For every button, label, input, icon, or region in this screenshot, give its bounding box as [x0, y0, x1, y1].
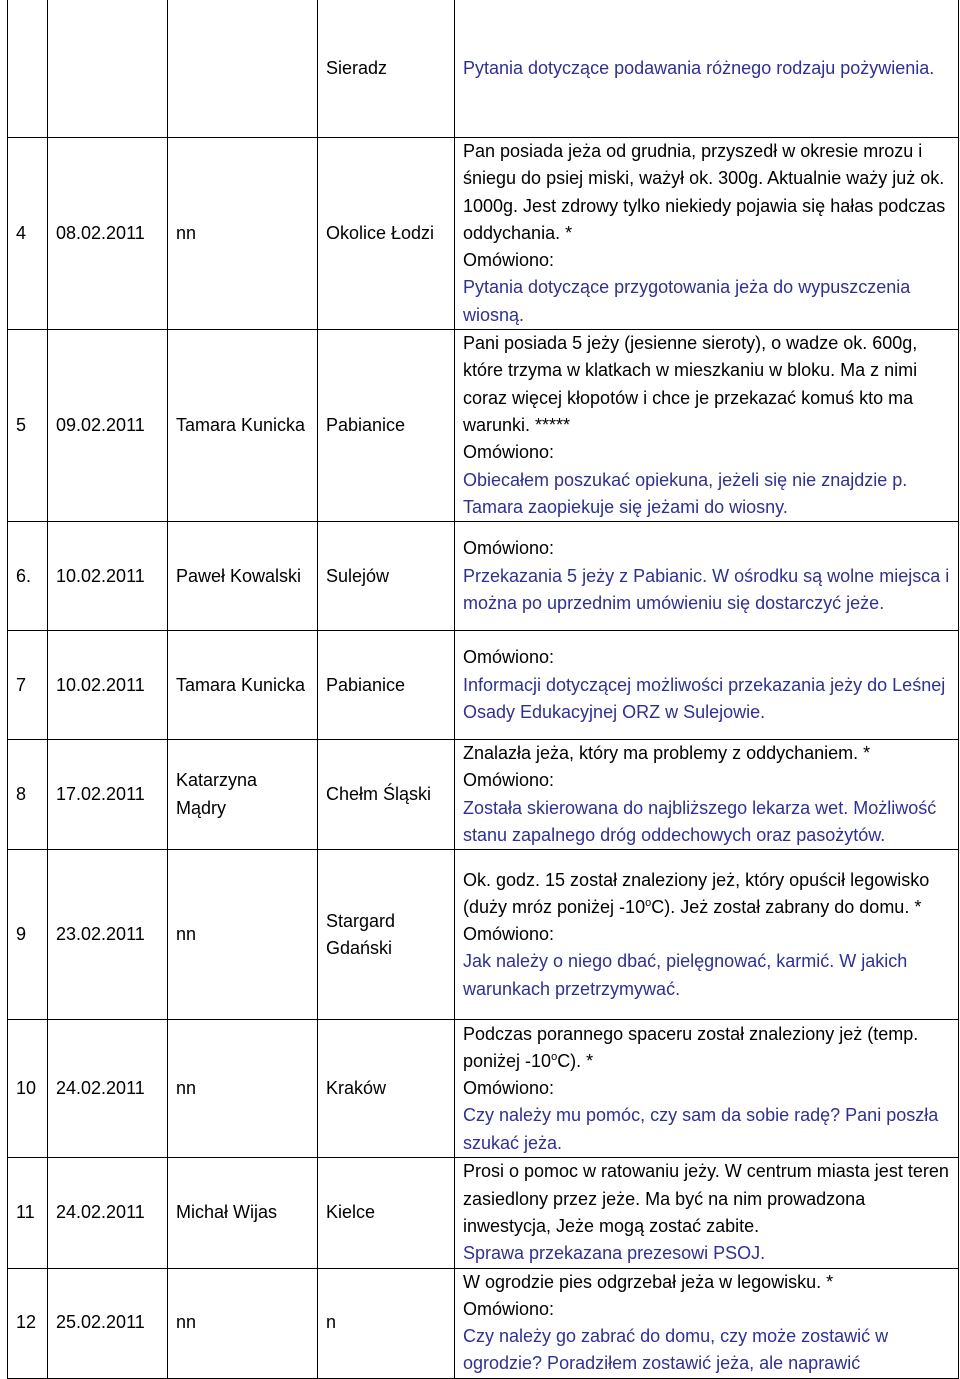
discussed-label: Omówiono:	[463, 1078, 555, 1099]
discussed-label: Omówiono:	[463, 647, 555, 668]
discussed-answer: Sprawa przekazana prezesowi PSOJ.	[463, 1243, 766, 1264]
discussed-answer: Została skierowana do najbliższego lekarza wet. Możliwość stanu zapalnego dróg oddechowych oraz pasożytów.	[463, 797, 937, 846]
table-row	[8, 0, 959, 138]
entry-description	[455, 138, 959, 330]
caller-question: W ogrodzie pies odgrzebał jeża w legowisku. *	[463, 1271, 834, 1292]
caller-location: Sulejów	[318, 522, 455, 631]
caller-name: Tamara Kunicka	[168, 631, 318, 740]
discussed-answer: Obiecałem poszukać opiekuna, jeżeli się nie znajdzie p. Tamara zaopiekuje się jeżami do wiosny.	[463, 469, 908, 517]
discussed-label: Omówiono:	[463, 538, 555, 559]
table-row	[8, 330, 959, 522]
caller-location: Kielce	[318, 1158, 455, 1268]
discussed-label: Omówiono:	[463, 770, 555, 791]
entry-date: 09.02.2011	[48, 330, 168, 522]
discussed-answer: Pytania dotyczące podawania różnego rodzaju pożywienia.	[463, 57, 935, 78]
question-text-continued: C). Jeż został zabrany do domu. *	[651, 896, 922, 917]
caller-question: Prosi o pomoc w ratowaniu jeży. W centrum miasta jest teren zasiedlony przez jeże. Ma być na nim prowadzona inwestycja, Jeże mogą zostać zabite.	[463, 1161, 949, 1236]
caller-name	[168, 0, 318, 138]
call-log-table	[7, 0, 959, 1379]
table-row	[8, 631, 959, 740]
table-row	[8, 1158, 959, 1268]
caller-question	[463, 867, 952, 922]
discussed-label: Omówiono:	[463, 250, 555, 271]
question-text-continued: C). *	[557, 1050, 594, 1071]
entry-number: 10	[8, 1020, 48, 1158]
caller-question	[463, 1021, 952, 1076]
entry-date: 23.02.2011	[48, 850, 168, 1020]
discussed-label: Omówiono:	[463, 924, 555, 945]
entry-number: 7	[8, 631, 48, 740]
entry-number: 11	[8, 1158, 48, 1268]
entry-date: 25.02.2011	[48, 1268, 168, 1378]
entry-description	[455, 1158, 959, 1268]
entry-date: 24.02.2011	[48, 1020, 168, 1158]
caller-question: Pani posiada 5 jeży (jesienne sieroty), o wadze ok. 600g, które trzyma w klatkach w mieszkaniu w bloku. Ma z nimi coraz więcej kłopotów i chce je przekazać komuś kto ma warunki. *****	[463, 333, 918, 435]
table-row	[8, 850, 959, 1020]
table-row	[8, 522, 959, 631]
caller-name: Michał Wijas	[168, 1158, 318, 1268]
entry-description	[455, 1020, 959, 1158]
entry-description	[455, 330, 959, 522]
entry-date: 08.02.2011	[48, 138, 168, 330]
degree-superscript: o	[551, 1050, 558, 1063]
table-row	[8, 1020, 959, 1158]
caller-name: nn	[168, 1020, 318, 1158]
entry-number: 8	[8, 740, 48, 850]
entry-description	[455, 522, 959, 631]
caller-location: Chełm Śląski	[318, 740, 455, 850]
discussed-answer: Jak należy o niego dbać, pielęgnować, karmić. W jakich warunkach przetrzymywać.	[463, 951, 908, 999]
caller-name: Paweł Kowalski	[168, 522, 318, 631]
entry-date: 10.02.2011	[48, 522, 168, 631]
entry-description	[455, 740, 959, 850]
discussed-answer: Przekazania 5 jeży z Pabianic. W ośrodku są wolne miejsca i można po uprzednim umówieniu się dostarczyć jeże.	[463, 565, 950, 613]
entry-date: 10.02.2011	[48, 631, 168, 740]
entry-number: 4	[8, 138, 48, 330]
entry-date: 17.02.2011	[48, 740, 168, 850]
entry-description	[455, 850, 959, 1020]
caller-location: Kraków	[318, 1020, 455, 1158]
discussed-answer: Informacji dotyczącej możliwości przekazania jeży do Leśnej Osady Edukacyjnej ORZ w Sulejowie.	[463, 674, 946, 722]
caller-location: Stargard Gdański	[318, 850, 455, 1020]
caller-location: Okolice Łodzi	[318, 138, 455, 330]
entry-description	[455, 0, 959, 138]
caller-location: Pabianice	[318, 631, 455, 740]
discussed-answer: Pytania dotyczące przygotowania jeża do wypuszczenia wiosną.	[463, 277, 911, 325]
entry-number: 5	[8, 330, 48, 522]
discussed-answer: Czy należy go zabrać do domu, czy może zostawić w ogrodzie? Poradziłem zostawić jeża, ale naprawić	[463, 1326, 889, 1374]
table-row	[8, 1268, 959, 1378]
question-text: Podczas porannego spaceru został znaleziony jeż (temp. poniżej -10	[463, 1023, 919, 1071]
discussed-label: Omówiono:	[463, 442, 555, 463]
entry-date: 24.02.2011	[48, 1158, 168, 1268]
question-text: Ok. godz. 15 został znaleziony jeż, który opuścił legowisko (duży mróz poniżej -10	[463, 869, 930, 917]
entry-number: 6.	[8, 522, 48, 631]
caller-location: n	[318, 1268, 455, 1378]
entry-description	[455, 631, 959, 740]
degree-superscript: o	[645, 896, 652, 909]
discussed-label: Omówiono:	[463, 1298, 555, 1319]
entry-number	[8, 0, 48, 138]
caller-question: Pan posiada jeża od grudnia, przyszedł w okresie mrozu i śniegu do psiej miski, ważył ok. 300g. Aktualnie waży już ok. 1000g. Jest zdrowy tylko niekiedy pojawia się hałas podczas oddychania. *	[463, 141, 946, 243]
entry-number: 12	[8, 1268, 48, 1378]
caller-name: Tamara Kunicka	[168, 330, 318, 522]
table-row	[8, 740, 959, 850]
entry-number: 9	[8, 850, 48, 1020]
caller-question: Znalazła jeża, który ma problemy z oddychaniem. *	[463, 743, 871, 764]
call-log-body	[8, 0, 959, 1378]
caller-location: Pabianice	[318, 330, 455, 522]
entry-date	[48, 0, 168, 138]
caller-name: nn	[168, 138, 318, 330]
entry-description	[455, 1268, 959, 1378]
caller-name: Katarzyna Mądry	[168, 740, 318, 850]
table-row	[8, 138, 959, 330]
discussed-answer: Czy należy mu pomóc, czy sam da sobie radę? Pani poszła szukać jeża.	[463, 1105, 939, 1153]
caller-name: nn	[168, 1268, 318, 1378]
caller-location: Sieradz	[318, 0, 455, 138]
caller-name: nn	[168, 850, 318, 1020]
